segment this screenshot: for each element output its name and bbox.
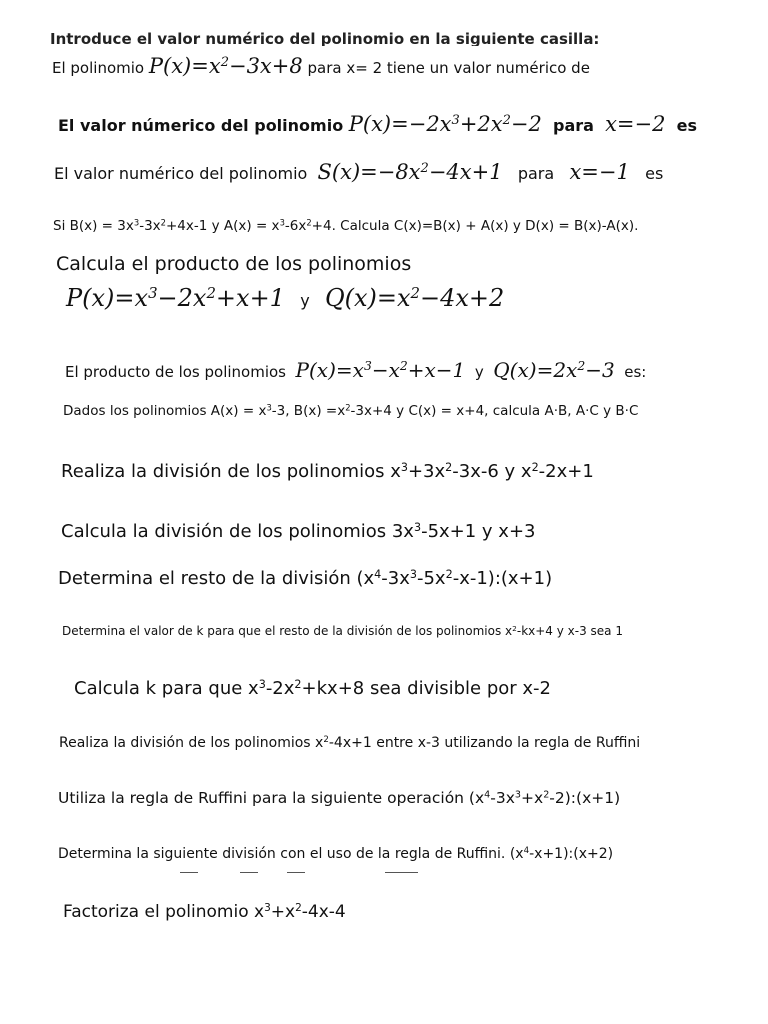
q7-d: 2 <box>345 402 351 413</box>
q12-a: Calcula k para que x <box>74 678 259 699</box>
q2-formula <box>349 112 542 136</box>
q2-tail: −2 <box>510 112 542 136</box>
q4-b: 3 <box>133 217 140 228</box>
q6-p <box>296 358 466 382</box>
q10-a: Determina el resto de la división (x <box>58 568 375 589</box>
q3-tail: −4x+1 <box>428 160 503 184</box>
underline-mark <box>385 872 418 873</box>
question-6 <box>65 358 646 382</box>
q6-p-exp1: 3 <box>363 358 372 374</box>
q14-a: Utiliza la regla de Ruffini para la siguiente operación (x <box>58 789 485 807</box>
q6-y: y <box>474 363 484 381</box>
q16-b: 3 <box>264 902 271 915</box>
q12-e: +kx+8 sea divisible por x-2 <box>301 678 551 699</box>
question-5-formula <box>66 284 504 312</box>
q15-a: Determina la siguiente división con el uso de la regla de Ruffini. (x <box>58 846 524 862</box>
q16-a: Factoriza el polinomio x <box>63 902 265 922</box>
q6-q-expr: Q(x)=2x <box>493 358 578 382</box>
q2-mid: +2x <box>459 112 503 136</box>
q13-a: Realiza la división de los polinomios x <box>59 735 324 751</box>
q8-c: +3x <box>407 461 446 482</box>
q12-d: 2 <box>294 677 302 691</box>
q14-g: -2):(x+1) <box>549 789 621 807</box>
q3-post: es <box>645 164 664 183</box>
question-5-title: Calcula el producto de los polinomios <box>56 253 412 275</box>
q2-exp1: 3 <box>451 112 460 128</box>
q10-d: 3 <box>409 567 417 581</box>
question-16 <box>63 902 346 922</box>
q2-xval: x=−2 <box>605 112 666 136</box>
q6-p-tail: +x−1 <box>407 358 466 382</box>
q13-c: -4x+1 entre x-3 utilizando la regla de Ruffini <box>328 735 641 751</box>
question-8 <box>61 461 594 482</box>
q1-post: para x= 2 tiene un valor numérico de <box>307 59 590 77</box>
q5-p-expr: P(x)=x <box>66 284 149 312</box>
q8-d: 2 <box>445 460 453 474</box>
question-9 <box>61 521 536 542</box>
q14-b: 4 <box>484 789 491 801</box>
q10-c: -3x <box>381 568 410 589</box>
q2-expr: P(x)=−2x <box>348 112 452 136</box>
q14-f: 2 <box>543 789 550 801</box>
q5-q-exp: 2 <box>410 283 421 302</box>
q15-c: -x+1):(x+2) <box>529 846 614 862</box>
underline-mark <box>240 872 258 873</box>
q11-a: Determina el valor de k para que el resto de la división de los polinomios x <box>62 624 513 638</box>
q4-i: +4. Calcula C(x)=B(x) + A(x) y D(x) = B(x)-A(x). <box>311 218 639 234</box>
q2-para: para <box>553 116 594 135</box>
q4-a: Si B(x) = 3x <box>53 218 134 234</box>
q10-g: -x-1):(x+1) <box>452 568 553 589</box>
question-11 <box>62 624 623 638</box>
q6-p-expr: P(x)=x <box>295 358 364 382</box>
q5-p-exp1: 3 <box>148 283 158 302</box>
q1-exp: 2 <box>220 54 229 70</box>
q2-pre: El valor númerico del polinomio <box>58 116 344 135</box>
q16-d: 2 <box>295 902 302 915</box>
q8-e: -3x-6 y x <box>452 461 532 482</box>
q6-pre: El producto de los polinomios <box>65 363 286 381</box>
question-15 <box>58 846 613 862</box>
q14-d: 3 <box>514 789 522 801</box>
q9-b: 3 <box>413 520 422 534</box>
q16-e: -4x-4 <box>301 902 346 922</box>
q4-d: 2 <box>160 217 166 228</box>
q8-g: -2x+1 <box>538 461 594 482</box>
q3-para: para <box>517 164 555 183</box>
question-13 <box>59 735 640 751</box>
underline-mark <box>287 872 305 873</box>
q6-q-tail: −3 <box>585 358 615 382</box>
q4-h: 2 <box>306 217 312 228</box>
q4-g: -6x <box>284 218 307 234</box>
q6-q <box>493 358 614 382</box>
q4-c: -3x <box>139 218 161 234</box>
q1-formula <box>149 54 303 78</box>
q2-post: es <box>676 116 698 135</box>
q5-p-mid: −2x <box>157 284 207 312</box>
q7-a: Dados los polinomios A(x) = x <box>63 403 267 419</box>
q12-c: -2x <box>265 678 295 699</box>
q14-e: +x <box>521 789 544 807</box>
q3-pre: El valor numérico del polinomio <box>54 164 308 183</box>
q3-xval: x=−1 <box>569 160 630 184</box>
question-12 <box>74 678 551 699</box>
q13-b: 2 <box>323 735 329 746</box>
q6-p-mid: −x <box>371 358 400 382</box>
q8-a: Realiza la división de los polinomios x <box>61 461 401 482</box>
q3-formula <box>318 160 503 184</box>
q7-e: -3x+4 y C(x) = x+4, calcula A·B, A·C y B·C <box>350 403 639 419</box>
header-cut-text: Introduce el valor numérico del polinomio en la siguiente casilla: <box>50 30 600 46</box>
q7-c: -3, B(x) =x <box>271 403 346 419</box>
question-7 <box>63 403 638 419</box>
q10-f: 2 <box>445 567 453 581</box>
underline-mark <box>180 872 198 873</box>
question-3 <box>54 160 663 184</box>
q16-c: +x <box>270 902 296 922</box>
q2-exp2: 2 <box>502 112 511 128</box>
q5-q-tail: −4x+2 <box>420 284 505 312</box>
q10-b: 4 <box>374 567 382 581</box>
q5-q-expr: Q(x)=x <box>324 284 411 312</box>
q4-e: +4x-1 y A(x) = x <box>165 218 280 234</box>
q5-p <box>66 284 285 312</box>
q6-post: es: <box>624 363 647 381</box>
q8-f: 2 <box>531 460 539 474</box>
q9-a: Calcula la división de los polinomios 3x <box>61 521 414 542</box>
q3-exp: 2 <box>420 160 429 176</box>
q3-expr: S(x)=−8x <box>317 160 421 184</box>
q12-b: 3 <box>258 677 266 691</box>
question-4 <box>53 218 638 234</box>
q6-q-exp: 2 <box>577 358 586 374</box>
q5-p-exp2: 2 <box>206 283 216 302</box>
q1-pre: El polinomio <box>52 59 145 77</box>
q6-p-exp2: 2 <box>399 358 408 374</box>
q10-e: -5x <box>416 568 446 589</box>
question-1 <box>52 54 590 78</box>
q5-q <box>325 284 504 312</box>
q8-b: 3 <box>400 460 408 474</box>
q5-p-tail: +x+1 <box>215 284 285 312</box>
q7-b: 3 <box>266 402 272 413</box>
q14-c: -3x <box>490 789 515 807</box>
q5-y: y <box>300 291 310 310</box>
q4-f: 3 <box>279 217 285 228</box>
q11-b: 2 <box>512 623 517 633</box>
question-14 <box>58 789 620 807</box>
question-10 <box>58 568 552 589</box>
q11-c: -kx+4 y x-3 sea 1 <box>516 624 623 638</box>
q1-expr2: −3x+8 <box>228 54 303 78</box>
q1-expr: P(x)=x <box>148 54 221 78</box>
question-2 <box>58 112 697 136</box>
q9-c: -5x+1 y x+3 <box>421 521 536 542</box>
header-cut-container <box>0 0 768 46</box>
q15-b: 4 <box>523 846 530 857</box>
